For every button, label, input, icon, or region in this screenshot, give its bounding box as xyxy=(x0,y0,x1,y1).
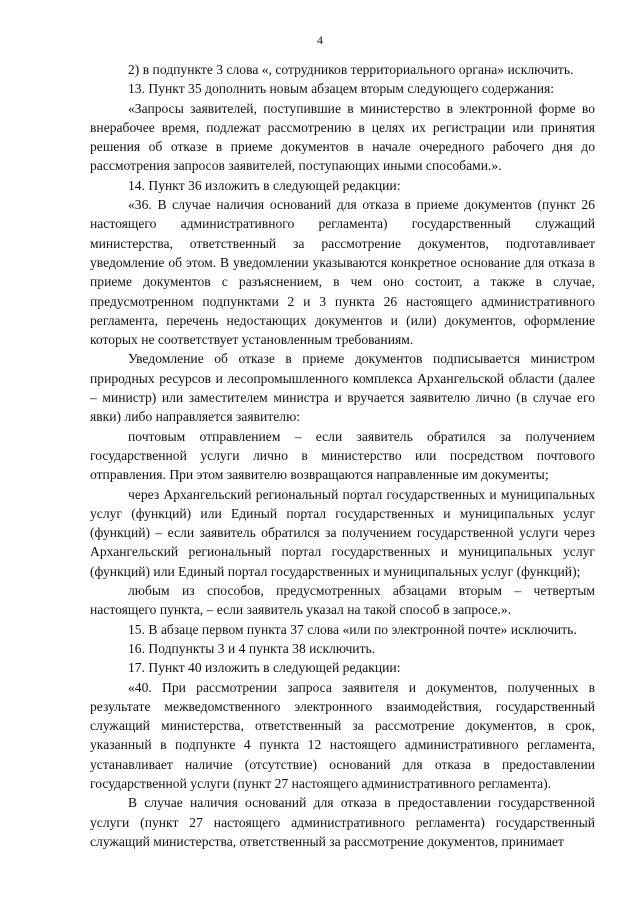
paragraph: 2) в подпункте 3 слова «, сотрудников территориального органа» исключить. xyxy=(128,62,574,77)
paragraph: 13. Пункт 35 дополнить новым абзацем вторым следующего содержания: xyxy=(128,81,555,97)
paragraph: 17. Пункт 40 изложить в следующей редакции: xyxy=(128,660,401,676)
paragraph: «Запросы заявителей, поступившие в министерство в электронной форме во внерабочее время, подлежат рассмотрению в целях их регистрации или принятия решения об отказе в приеме документов в начале очередного рабочего дня до рассмотрения запросов заявителей, поступающих иными способами.». xyxy=(90,100,595,174)
paragraph: 16. Подпункты 3 и 4 пункта 38 исключить. xyxy=(128,640,376,656)
paragraph: 15. В абзаце первом пункта 37 слова «или по электронной почте» исключить. xyxy=(128,621,577,637)
paragraph: «40. При рассмотрении запроса заявителя и документов, полученных в результате межведомственного электронного взаимодействия, государственный служащий министерства, ответственный за рассмотрение документов, в срок, указанный в подпункте 4 пункта 12 настоящего административного регламента, устанавливает наличие (отсутствие) оснований для отказа в предоставлении государственной услуги (пункт 27 настоящего административного регламента). xyxy=(90,679,595,791)
document-body xyxy=(90,60,595,851)
paragraph: почтовым отправлением – если заявитель обратился за получением государственной услуги лично в министерство или посредством почтового отправления. При этом заявителю возвращаются направленные им документы; xyxy=(90,428,595,483)
paragraph: любым из способов, предусмотренных абзацами вторым – четвертым настоящего пункта, – если заявитель указал на такой способ в запросе.». xyxy=(90,583,595,618)
paragraph: через Архангельский региональный портал государственных и муниципальных услуг (функций) или Единый портал государственных и муниципальных услуг (функций) – если заявитель обратился за получением государственной услуги через Архангельский региональный портал государственных и муниципальных услуг (функций) или Единый портал государственных и муниципальных услуг (функций); xyxy=(90,486,595,579)
paragraph: Уведомление об отказе в приеме документов подписывается министром природных ресурсов и лесопромышленного комплекса Архангельской области (далее – министр) или заместителем министра и вручается заявителю лично (в случае его явки) либо направляется заявителю: xyxy=(90,351,595,425)
page-number: 4 xyxy=(317,33,323,47)
paragraph: 14. Пункт 36 изложить в следующей редакции: xyxy=(128,177,401,193)
paragraph: «36. В случае наличия оснований для отказа в приеме документов (пункт 26 настоящего административного регламента) государственный служащий министерства, ответственный за рассмотрение документов, подготавливает уведомление об этом. В уведомлении указываются конкретное основание для отказа в приеме документов с разъяснением, в чем оно состоит, а также в случае, предусмотренном подпунктами 2 и 3 пункта 26 настоящего административного регламента, перечень недостающих документов и (или) документов, оформление которых не соответствует установленным требованиям. xyxy=(90,197,595,348)
paragraph: В случае наличия оснований для отказа в предоставлении государственной услуги (пункт 27 настоящего административного регламента) государственный служащий министерства, ответственный за рассмотрение документов, принимает xyxy=(90,795,595,849)
